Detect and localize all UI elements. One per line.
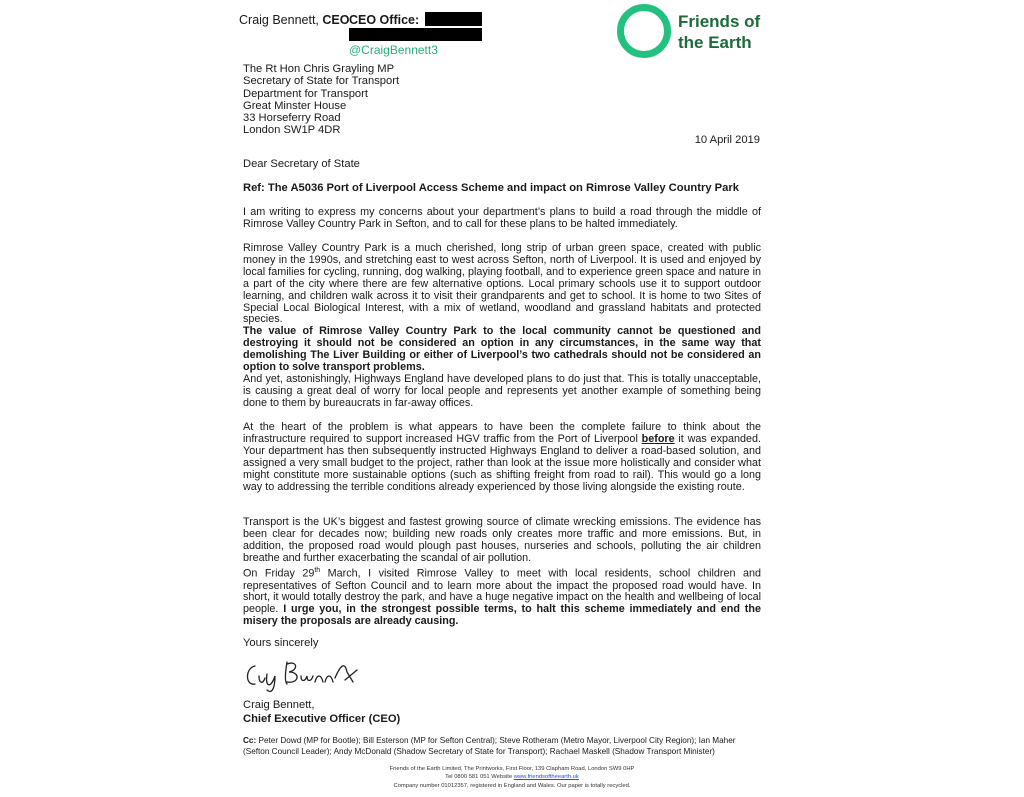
logo-line-2: the Earth <box>678 33 752 52</box>
signatory-title: Chief Executive Officer (CEO) <box>243 713 401 725</box>
twitter-handle: @CraigBennett3 <box>349 43 438 57</box>
sender-name: Craig Bennett, <box>239 13 319 27</box>
cc-list <box>243 735 763 757</box>
subject-line: Ref: The A5036 Port of Liverpool Access Scheme and impact on Rimrose Valley Country Park <box>243 182 739 194</box>
handwritten-signature <box>241 654 361 694</box>
paragraph-7 <box>243 565 761 628</box>
office-label: CEO Office: <box>349 13 420 27</box>
cc-text: Peter Dowd (MP for Bootle); Bill Esterson (MP for Sefton Central); Steve Rotheram (Metro Mayor, Liverpool City Region); Ian Maher (Sefton Council Leader); Andy McDonald (Shadow Secretary of State for Transport); Rachael Maskell (Shadow Transport Minister) <box>243 736 736 756</box>
address-line: Great Minster House <box>243 99 347 112</box>
closing: Yours sincerely <box>243 637 319 649</box>
footer-contact <box>292 774 732 780</box>
letter-date: 10 April 2019 <box>694 134 760 146</box>
recipient-address <box>243 63 399 137</box>
friends-of-the-earth-logo-icon <box>617 4 671 58</box>
address-line: The Rt Hon Chris Grayling MP <box>243 63 395 75</box>
address-line: Secretary of State for Transport <box>243 75 400 88</box>
footer-address: Friends of the Earth Limited, The Printworks, First Floor, 139 Clapham Road, London SW9 0HP <box>389 766 635 772</box>
paragraph-5-emphasis: before <box>641 432 675 445</box>
paragraph-2: Rimrose Valley Country Park is a much cherished, long strip of urban green space, created with public money in the 1990s, and stretching east to west across Sefton, north of Liverpool. It is used and enjoyed by local families for cycling, running, dog walking, playing football, and to experience green space and nature in a part of the city where there are few alternative options. Local primary schools use it to support outdoor learning, and children walk across it to visit their grandparents and get to school. It is home to two Sites of Special Local Biological Interest, with a mix of wetland, woodland and grassland habitats and protected species. <box>243 242 761 326</box>
redaction-bar-2 <box>349 28 482 41</box>
footer-company: Company number 01012357, registered in England and Wales. Our paper is totally recycled. <box>393 783 631 789</box>
salutation: Dear Secretary of State <box>243 158 360 170</box>
sender-role: CEO <box>322 13 350 27</box>
signatory-name: Craig Bennett, <box>243 699 315 711</box>
paragraph-5-text-b: it was expanded. Your department has then subsequently instructed Highways England to deliver a road-based solution, and assigned a very small budget to the project, rather than look at the issue more holistically and consider what might constitute more sustainable options (such as shifting freight from road to rail). This would go a long way to addressing the terrible conditions already experienced by those living alongside the existing route. <box>243 432 761 493</box>
paragraph-5-text-a: At the heart of the problem is what appears to have been the complete failure to think about the infrastructure required to support increased HGV traffic from the Port of Liverpool <box>243 421 761 445</box>
paragraph-7-ordinal: th <box>314 567 321 574</box>
address-line: 33 Horseferry Road <box>243 112 341 125</box>
logo-wordmark <box>678 11 760 53</box>
sender-line <box>239 13 350 27</box>
paragraph-6: Transport is the UK’s biggest and fastest growing source of climate wrecking emissions. The evidence has been clear for decades now; building new roads only creates more traffic and more emissions. But, in addition, the proposed road would plough past houses, nurseries and schools, polluting the air children breathe and further exacerbating the scandal of air pollution. <box>243 516 761 564</box>
footer-phone: Tel 0800 581 051 Website <box>445 774 514 780</box>
address-line: Department for Transport <box>243 87 368 100</box>
paragraph-7-emphasis: I urge you, in the strongest possible terms, to halt this scheme immediately and end the misery the proposals are already causing. <box>243 603 761 628</box>
paragraph-3: The value of Rimrose Valley Country Park to the local community cannot be questioned and destroying it should not be considered an option in any circumstances, in the same way that demolishing The Liver Building or either of Liverpool’s two cathedrals should not be considered an option to solve transport problems. <box>243 325 761 373</box>
paragraph-7-text-b: March, I visited Rimrose Valley to meet with local residents, school children and representatives of Sefton Council and to learn more about the impact the proposed road would have. In short, it would totally destroy the park, and have a huge negative impact on the health and wellbeing of local people. <box>243 567 761 616</box>
paragraph-5 <box>243 422 761 493</box>
address-line: London SW1P 4DR <box>243 124 341 137</box>
footer-website-link[interactable]: www.friendsoftheearth.uk <box>513 774 579 780</box>
redaction-bar-1 <box>425 12 482 26</box>
logo-line-1: Friends of <box>678 12 761 31</box>
cc-label: Cc: <box>243 736 257 745</box>
paragraph-4: And yet, astonishingly, Highways England have developed plans to do just that. This is totally unacceptable, is causing a great deal of worry for local people and represents yet another example of something being done to them by bureaucrats in far-away offices. <box>243 373 761 409</box>
paragraph-1: I am writing to express my concerns about your department’s plans to build a road through the middle of Rimrose Valley Country Park in Sefton, and to call for these plans to be halted immediately. <box>243 206 761 230</box>
paragraph-7-text-a: On Friday 29 <box>243 567 315 580</box>
